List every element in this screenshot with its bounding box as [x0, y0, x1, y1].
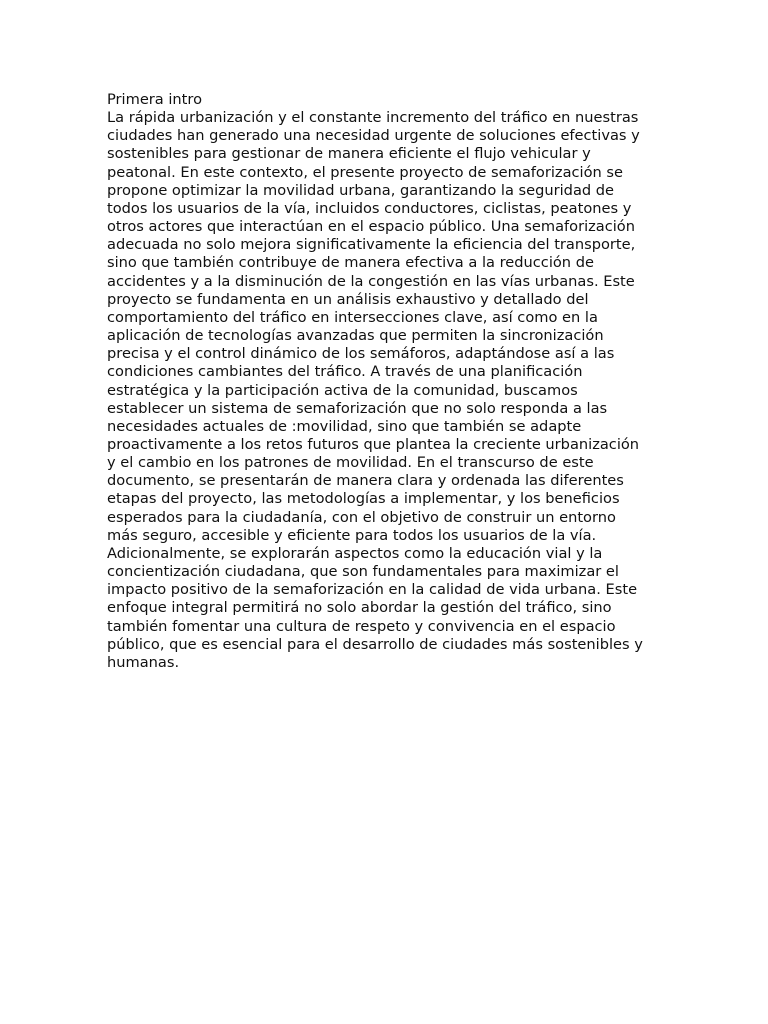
- body-line: otros actores que interactúan en el espacio público. Una semaforización: [107, 218, 635, 236]
- body-line: aplicación de tecnologías avanzadas que permiten la sincronización: [107, 327, 604, 345]
- body-line: adecuada no solo mejora significativamente la eficiencia del transporte,: [107, 236, 636, 254]
- body-line: concientización ciudadana, que son fundamentales para maximizar el: [107, 563, 619, 581]
- body-line: La rápida urbanización y el constante incremento del tráfico en nuestras: [107, 109, 639, 127]
- body-line: ciudades han generado una necesidad urgente de soluciones efectivas y: [107, 127, 640, 145]
- body-line: humanas.: [107, 653, 180, 671]
- document-page: [107, 91, 667, 672]
- body-line: enfoque integral permitirá no solo abordar la gestión del tráfico, sino: [107, 599, 612, 617]
- body-line: más seguro, accesible y eficiente para todos los usuarios de la vía.: [107, 526, 597, 544]
- body-line: establecer un sistema de semaforización que no solo responda a las: [107, 399, 608, 417]
- body-line: condiciones cambiantes del tráfico. A través de una planificación: [107, 363, 583, 381]
- body-line: necesidades actuales de :movilidad, sino que también se adapte: [107, 417, 582, 435]
- body-line: estratégica y la participación activa de la comunidad, buscamos: [107, 381, 578, 399]
- body-line: propone optimizar la movilidad urbana, garantizando la seguridad de: [107, 181, 615, 199]
- body-line: también fomentar una cultura de respeto y convivencia en el espacio: [107, 617, 616, 635]
- body-line: y el cambio en los patrones de movilidad. En el transcurso de este: [107, 454, 594, 472]
- body-line: todos los usuarios de la vía, incluidos conductores, ciclistas, peatones y: [107, 199, 632, 217]
- body-line: documento, se presentarán de manera clara y ordenada las diferentes: [107, 472, 624, 490]
- body-line: Adicionalmente, se explorarán aspectos como la educación vial y la: [107, 544, 603, 562]
- body-line: peatonal. En este contexto, el presente proyecto de semaforización se: [107, 163, 623, 181]
- body-line: público, que es esencial para el desarrollo de ciudades más sostenibles y: [107, 635, 643, 653]
- body-line: accidentes y a la disminución de la congestión en las vías urbanas. Este: [107, 272, 635, 290]
- body-line: esperados para la ciudadanía, con el objetivo de construir un entorno: [107, 508, 616, 526]
- body-line: sino que también contribuye de manera efectiva a la reducción de: [107, 254, 594, 272]
- body-line: proactivamente a los retos futuros que plantea la creciente urbanización: [107, 435, 640, 453]
- body-line: sostenibles para gestionar de manera eficiente el flujo vehicular y: [107, 145, 591, 163]
- body-line: impacto positivo de la semaforización en la calidad de vida urbana. Este: [107, 581, 638, 599]
- body-line: proyecto se fundamenta en un análisis exhaustivo y detallado del: [107, 290, 589, 308]
- body-line: comportamiento del tráfico en intersecciones clave, así como en la: [107, 308, 598, 326]
- document-heading: Primera intro: [107, 91, 203, 108]
- body-paragraph: [107, 109, 667, 672]
- body-line: etapas del proyecto, las metodologías a implementar, y los beneficios: [107, 490, 620, 508]
- body-line: precisa y el control dinámico de los semáforos, adaptándose así a las: [107, 345, 615, 363]
